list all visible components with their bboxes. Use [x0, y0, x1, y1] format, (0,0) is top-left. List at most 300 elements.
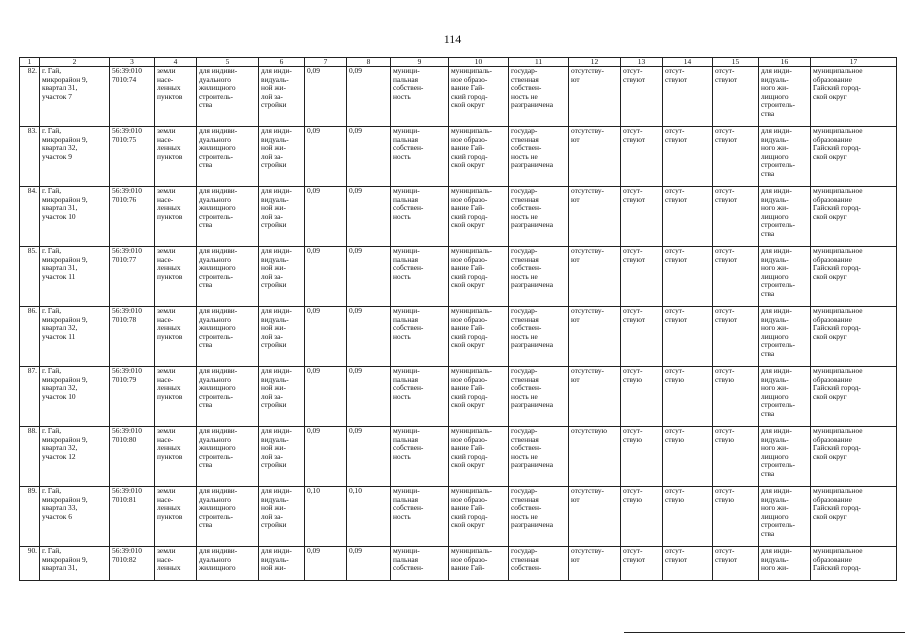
- cell-restrictions: [621, 67, 663, 127]
- cadastral-number-text: 56:39:010 7010:75: [112, 126, 142, 144]
- cell-rights-holder: [449, 247, 509, 307]
- ownership-status-text: государ- ственная собствен- ность не разграничена: [511, 246, 554, 290]
- table-body: [20, 67, 897, 581]
- purpose-text: для инди- видуаль- ного жи- лищного строитель- ства: [761, 486, 795, 538]
- cell-lease: [663, 127, 713, 187]
- restrictions-text: отсут- ствуют: [623, 66, 646, 84]
- permitted-use-text: для индиви- дуального жилищного строитель- ства: [199, 366, 238, 410]
- cell-permitted-use: [197, 307, 259, 367]
- cell-restrictions: [621, 487, 663, 547]
- permitted-use-detail-text: для инди- видуаль- ной жи- лой за- стройки: [261, 306, 292, 350]
- cell-ownership-form: [391, 67, 449, 127]
- cell-permitted-use-detail: [259, 367, 305, 427]
- column-number-2: 2: [40, 58, 110, 67]
- area-ha-text: 0,09: [307, 66, 320, 75]
- rights-holder-text: муниципаль- ное образо- вание Гай- ский город- ской округ: [451, 306, 493, 350]
- row-number-text: 82.: [27, 66, 37, 75]
- cell-permitted-use-detail: [259, 547, 305, 581]
- cell-easements: [713, 187, 759, 247]
- land-category-text: земли насе- ленных пунктов: [157, 426, 183, 461]
- cell-ownership-form: [391, 487, 449, 547]
- cell-encumbrances: [569, 127, 621, 187]
- cell-cadastral-number: [110, 487, 155, 547]
- ownership-form-text: муници- пальная собствен-: [393, 546, 424, 573]
- cell-ownership-form: [391, 547, 449, 581]
- column-number-15: 15: [713, 58, 759, 67]
- table-row: [20, 427, 897, 487]
- ownership-status-text: государ- ственная собствен-: [511, 546, 542, 573]
- ownership-form-text: муници- пальная собствен- ность: [393, 306, 424, 341]
- ownership-status-text: государ- ственная собствен- ность не разграничена: [511, 186, 554, 230]
- address-text: г. Гай, микрорайон 9, квартал 31,: [42, 546, 88, 573]
- administrator-text: муниципальное образование Гайский город- ской округ: [813, 366, 863, 401]
- cell-rights-holder: [449, 547, 509, 581]
- administrator-text: муниципальное образование Гайский город- ской округ: [813, 126, 863, 161]
- cell-encumbrances: [569, 187, 621, 247]
- restrictions-text: отсут- ствуют: [623, 186, 646, 204]
- cell-restrictions: [621, 307, 663, 367]
- cell-rights-holder: [449, 187, 509, 247]
- cell-area-ha-actual: [347, 427, 391, 487]
- cell-easements: [713, 487, 759, 547]
- purpose-text: для инди- видуаль- ного жи- лищного строитель- ства: [761, 306, 795, 358]
- cell-permitted-use: [197, 427, 259, 487]
- ownership-status-text: государ- ственная собствен- ность не разграничена: [511, 426, 554, 470]
- cell-land-category: [155, 67, 197, 127]
- table-row: [20, 367, 897, 427]
- permitted-use-detail-text: для инди- видуаль- ной жи-: [261, 546, 292, 573]
- cell-restrictions: [621, 427, 663, 487]
- encumbrances-text: отсутствую: [571, 426, 608, 435]
- cell-administrator: [811, 127, 897, 187]
- encumbrances-text: отсутству- ют: [571, 366, 605, 384]
- cell-permitted-use: [197, 367, 259, 427]
- rights-holder-text: муниципаль- ное образо- вание Гай- ский город- ской округ: [451, 186, 493, 230]
- area-ha-text: 0,09: [307, 306, 320, 315]
- cell-permitted-use: [197, 487, 259, 547]
- cell-administrator: [811, 427, 897, 487]
- column-number-8: 8: [347, 58, 391, 67]
- easements-text: отсут- ствую: [715, 486, 735, 504]
- area-ha-actual-text: 0,09: [349, 546, 362, 555]
- cell-permitted-use-detail: [259, 487, 305, 547]
- lease-text: отсут- ствую: [665, 486, 685, 504]
- area-ha-actual-text: 0,09: [349, 126, 362, 135]
- cell-land-category: [155, 367, 197, 427]
- lease-text: отсут- ствуют: [665, 546, 688, 564]
- area-ha-text: 0,09: [307, 246, 320, 255]
- cell-lease: [663, 187, 713, 247]
- cell-administrator: [811, 307, 897, 367]
- row-number-text: 90.: [27, 546, 37, 555]
- cell-lease: [663, 307, 713, 367]
- table-row: [20, 187, 897, 247]
- column-number-row: [20, 58, 897, 67]
- cell-address: [40, 547, 110, 581]
- cell-area-ha-actual: [347, 307, 391, 367]
- lease-text: отсут- ствуют: [665, 186, 688, 204]
- area-ha-actual-text: 0,09: [349, 426, 362, 435]
- cell-lease: [663, 247, 713, 307]
- cell-encumbrances: [569, 427, 621, 487]
- table-row: [20, 307, 897, 367]
- permitted-use-detail-text: для инди- видуаль- ной жи- лой за- стройки: [261, 366, 292, 410]
- cell-purpose: [759, 127, 811, 187]
- cell-lease: [663, 67, 713, 127]
- cell-easements: [713, 67, 759, 127]
- purpose-text: для инди- видуаль- ного жи- лищного строитель- ства: [761, 426, 795, 478]
- cell-area-ha-actual: [347, 367, 391, 427]
- cell-permitted-use: [197, 67, 259, 127]
- purpose-text: для инди- видуаль- ного жи- лищного строитель- ства: [761, 366, 795, 418]
- cell-permitted-use: [197, 127, 259, 187]
- cell-address: [40, 247, 110, 307]
- restrictions-text: отсут- ствую: [623, 486, 643, 504]
- rights-holder-text: муниципаль- ное образо- вание Гай-: [451, 546, 493, 573]
- row-number-text: 84.: [27, 186, 37, 195]
- lease-text: отсут- ствуют: [665, 126, 688, 144]
- cell-purpose: [759, 247, 811, 307]
- row-number-text: 83.: [27, 126, 37, 135]
- purpose-text: для инди- видуаль- ного жи-: [761, 546, 792, 573]
- cell-purpose: [759, 427, 811, 487]
- easements-text: отсут- ствуют: [715, 66, 738, 84]
- cell-easements: [713, 367, 759, 427]
- cell-lease: [663, 427, 713, 487]
- land-category-text: земли насе- ленных: [157, 546, 181, 573]
- ownership-status-text: государ- ственная собствен- ность не разграничена: [511, 306, 554, 350]
- cell-address: [40, 187, 110, 247]
- land-category-text: земли насе- ленных пунктов: [157, 246, 183, 281]
- cadastral-number-text: 56:39:010 7010:77: [112, 246, 142, 264]
- cell-row-number: [20, 487, 40, 547]
- restrictions-text: отсут- ствую: [623, 426, 643, 444]
- cell-lease: [663, 367, 713, 427]
- administrator-text: муниципальное образование Гайский город- ской округ: [813, 246, 863, 281]
- land-category-text: земли насе- ленных пунктов: [157, 126, 183, 161]
- cell-row-number: [20, 427, 40, 487]
- area-ha-text: 0,09: [307, 366, 320, 375]
- column-number-9: 9: [391, 58, 449, 67]
- cadastral-number-text: 56:39:010 7010:79: [112, 366, 142, 384]
- address-text: г. Гай, микрорайон 9, квартал 32, участок 10: [42, 366, 88, 401]
- rights-holder-text: муниципаль- ное образо- вание Гай- ский город- ской округ: [451, 246, 493, 290]
- address-text: г. Гай, микрорайон 9, квартал 33, участок 6: [42, 486, 88, 521]
- encumbrances-text: отсутству- ют: [571, 546, 605, 564]
- cell-permitted-use-detail: [259, 127, 305, 187]
- address-text: г. Гай, микрорайон 9, квартал 31, участок 10: [42, 186, 88, 221]
- column-number-1: 1: [20, 58, 40, 67]
- cell-ownership-status: [509, 187, 569, 247]
- cell-ownership-form: [391, 367, 449, 427]
- restrictions-text: отсут- ствуют: [623, 306, 646, 324]
- cell-address: [40, 67, 110, 127]
- restrictions-text: отсут- ствую: [623, 366, 643, 384]
- cadastral-number-text: 56:39:010 7010:80: [112, 426, 142, 444]
- easements-text: отсут- ствуют: [715, 126, 738, 144]
- lease-text: отсут- ствуют: [665, 66, 688, 84]
- cell-address: [40, 427, 110, 487]
- cell-ownership-status: [509, 367, 569, 427]
- cell-ownership-status: [509, 67, 569, 127]
- ownership-status-text: государ- ственная собствен- ность не разграничена: [511, 366, 554, 410]
- purpose-text: для инди- видуаль- ного жи- лищного строитель- ства: [761, 186, 795, 238]
- cell-row-number: [20, 367, 40, 427]
- cell-easements: [713, 307, 759, 367]
- row-number-text: 86.: [27, 306, 37, 315]
- permitted-use-text: для индиви- дуального жилищного строитель- ства: [199, 486, 238, 530]
- cell-permitted-use-detail: [259, 307, 305, 367]
- area-ha-actual-text: 0,10: [349, 486, 362, 495]
- cell-area-ha-actual: [347, 67, 391, 127]
- land-category-text: земли насе- ленных пунктов: [157, 486, 183, 521]
- area-ha-text: 0,09: [307, 126, 320, 135]
- cell-area-ha: [305, 547, 347, 581]
- cadastral-number-text: 56:39:010 7010:82: [112, 546, 142, 564]
- administrator-text: муниципальное образование Гайский город- ской округ: [813, 426, 863, 461]
- cell-purpose: [759, 307, 811, 367]
- cell-cadastral-number: [110, 307, 155, 367]
- address-text: г. Гай, микрорайон 9, квартал 32, участок 9: [42, 126, 88, 161]
- land-category-text: земли насе- ленных пунктов: [157, 186, 183, 221]
- row-number-text: 85.: [27, 246, 37, 255]
- ownership-status-text: государ- ственная собствен- ность не разграничена: [511, 66, 554, 110]
- cell-purpose: [759, 487, 811, 547]
- land-category-text: земли насе- ленных пунктов: [157, 306, 183, 341]
- permitted-use-detail-text: для инди- видуаль- ной жи- лой за- стройки: [261, 186, 292, 230]
- cell-ownership-form: [391, 427, 449, 487]
- rights-holder-text: муниципаль- ное образо- вание Гай- ский город- ской округ: [451, 126, 493, 170]
- cell-cadastral-number: [110, 547, 155, 581]
- address-text: г. Гай, микрорайон 9, квартал 31, участок 11: [42, 246, 88, 281]
- cell-ownership-status: [509, 127, 569, 187]
- cell-encumbrances: [569, 547, 621, 581]
- cell-cadastral-number: [110, 247, 155, 307]
- ownership-status-text: государ- ственная собствен- ность не разграничена: [511, 486, 554, 530]
- cell-lease: [663, 487, 713, 547]
- cell-ownership-status: [509, 427, 569, 487]
- area-ha-text: 0,09: [307, 186, 320, 195]
- cell-row-number: [20, 187, 40, 247]
- permitted-use-detail-text: для инди- видуаль- ной жи- лой за- стройки: [261, 426, 292, 470]
- permitted-use-text: для индиви- дуального жилищного строитель- ства: [199, 426, 238, 470]
- cell-row-number: [20, 307, 40, 367]
- area-ha-text: 0,10: [307, 486, 320, 495]
- cell-row-number: [20, 247, 40, 307]
- cell-ownership-form: [391, 247, 449, 307]
- cell-rights-holder: [449, 307, 509, 367]
- encumbrances-text: отсутству- ют: [571, 186, 605, 204]
- cell-ownership-status: [509, 247, 569, 307]
- cell-ownership-status: [509, 307, 569, 367]
- cell-rights-holder: [449, 367, 509, 427]
- easements-text: отсут- ствую: [715, 366, 735, 384]
- cell-rights-holder: [449, 127, 509, 187]
- cell-area-ha: [305, 427, 347, 487]
- row-number-text: 89.: [27, 486, 37, 495]
- cell-permitted-use: [197, 547, 259, 581]
- cell-land-category: [155, 187, 197, 247]
- cell-administrator: [811, 547, 897, 581]
- land-plots-table: [19, 57, 897, 581]
- cell-administrator: [811, 367, 897, 427]
- cell-cadastral-number: [110, 187, 155, 247]
- cell-permitted-use-detail: [259, 67, 305, 127]
- cell-administrator: [811, 247, 897, 307]
- permitted-use-detail-text: для инди- видуаль- ной жи- лой за- стройки: [261, 246, 292, 290]
- land-category-text: земли насе- ленных пунктов: [157, 66, 183, 101]
- cell-cadastral-number: [110, 127, 155, 187]
- permitted-use-detail-text: для инди- видуаль- ной жи- лой за- стройки: [261, 486, 292, 530]
- easements-text: отсут- ствуют: [715, 186, 738, 204]
- cell-rights-holder: [449, 487, 509, 547]
- cell-area-ha-actual: [347, 487, 391, 547]
- area-ha-actual-text: 0,09: [349, 66, 362, 75]
- lease-text: отсут- ствую: [665, 426, 685, 444]
- row-number-text: 88.: [27, 426, 37, 435]
- cell-ownership-form: [391, 307, 449, 367]
- cell-area-ha: [305, 127, 347, 187]
- area-ha-actual-text: 0,09: [349, 366, 362, 375]
- cell-easements: [713, 247, 759, 307]
- column-number-12: 12: [569, 58, 621, 67]
- easements-text: отсут- ствуют: [715, 246, 738, 264]
- cell-restrictions: [621, 367, 663, 427]
- column-number-13: 13: [621, 58, 663, 67]
- column-number-3: 3: [110, 58, 155, 67]
- cadastral-number-text: 56:39:010 7010:81: [112, 486, 142, 504]
- cell-address: [40, 307, 110, 367]
- cell-land-category: [155, 127, 197, 187]
- cell-administrator: [811, 487, 897, 547]
- cell-land-category: [155, 247, 197, 307]
- cell-address: [40, 487, 110, 547]
- ownership-form-text: муници- пальная собствен- ность: [393, 126, 424, 161]
- address-text: г. Гай, микрорайон 9, квартал 32, участок 11: [42, 306, 88, 341]
- cell-permitted-use-detail: [259, 247, 305, 307]
- cell-easements: [713, 547, 759, 581]
- cell-purpose: [759, 367, 811, 427]
- cell-land-category: [155, 427, 197, 487]
- column-number-7: 7: [305, 58, 347, 67]
- table-row: [20, 127, 897, 187]
- cell-area-ha: [305, 307, 347, 367]
- column-number-6: 6: [259, 58, 305, 67]
- table-row: [20, 487, 897, 547]
- cadastral-number-text: 56:39:010 7010:74: [112, 66, 142, 84]
- permitted-use-text: для индиви- дуального жилищного строитель- ства: [199, 246, 238, 290]
- cell-lease: [663, 547, 713, 581]
- cell-area-ha: [305, 247, 347, 307]
- cell-encumbrances: [569, 67, 621, 127]
- permitted-use-text: для индиви- дуального жилищного: [199, 546, 238, 573]
- restrictions-text: отсут- ствуют: [623, 546, 646, 564]
- cell-purpose: [759, 187, 811, 247]
- cell-ownership-form: [391, 187, 449, 247]
- row-number-text: 87.: [27, 366, 37, 375]
- cell-area-ha: [305, 187, 347, 247]
- ownership-form-text: муници- пальная собствен- ность: [393, 186, 424, 221]
- address-text: г. Гай, микрорайон 9, квартал 32, участок 12: [42, 426, 88, 461]
- cell-row-number: [20, 547, 40, 581]
- page-number: 114: [443, 32, 462, 46]
- cell-restrictions: [621, 127, 663, 187]
- permitted-use-text: для индиви- дуального жилищного строитель- ства: [199, 186, 238, 230]
- cell-land-category: [155, 547, 197, 581]
- cell-administrator: [811, 67, 897, 127]
- easements-text: отсут- ствую: [715, 426, 735, 444]
- permitted-use-text: для индиви- дуального жилищного строитель- ства: [199, 126, 238, 170]
- ownership-form-text: муници- пальная собствен- ность: [393, 366, 424, 401]
- table-row: [20, 67, 897, 127]
- rights-holder-text: муниципаль- ное образо- вание Гай- ский город- ской округ: [451, 486, 493, 530]
- lease-text: отсут- ствуют: [665, 246, 688, 264]
- cell-permitted-use-detail: [259, 187, 305, 247]
- cell-rights-holder: [449, 67, 509, 127]
- cell-administrator: [811, 187, 897, 247]
- cell-row-number: [20, 67, 40, 127]
- cell-permitted-use: [197, 247, 259, 307]
- area-ha-actual-text: 0,09: [349, 246, 362, 255]
- ownership-form-text: муници- пальная собствен- ность: [393, 426, 424, 461]
- encumbrances-text: отсутству- ют: [571, 66, 605, 84]
- cell-area-ha: [305, 487, 347, 547]
- cell-restrictions: [621, 247, 663, 307]
- cell-ownership-status: [509, 547, 569, 581]
- ownership-form-text: муници- пальная собствен- ность: [393, 246, 424, 281]
- permitted-use-detail-text: для инди- видуаль- ной жи- лой за- стройки: [261, 126, 292, 170]
- rights-holder-text: муниципаль- ное образо- вание Гай- ский город- ской округ: [451, 366, 493, 410]
- permitted-use-text: для индиви- дуального жилищного строитель- ства: [199, 66, 238, 110]
- cell-cadastral-number: [110, 427, 155, 487]
- administrator-text: муниципальное образование Гайский город- ской округ: [813, 486, 863, 521]
- cadastral-number-text: 56:39:010 7010:76: [112, 186, 142, 204]
- lease-text: отсут- ствую: [665, 366, 685, 384]
- cell-area-ha: [305, 367, 347, 427]
- easements-text: отсут- ствуют: [715, 546, 738, 564]
- land-category-text: земли насе- ленных пунктов: [157, 366, 183, 401]
- cell-address: [40, 367, 110, 427]
- ownership-status-text: государ- ственная собствен- ность не разграничена: [511, 126, 554, 170]
- restrictions-text: отсут- ствуют: [623, 126, 646, 144]
- cell-area-ha-actual: [347, 547, 391, 581]
- cell-encumbrances: [569, 367, 621, 427]
- cell-land-category: [155, 307, 197, 367]
- cell-purpose: [759, 547, 811, 581]
- cell-encumbrances: [569, 487, 621, 547]
- cell-encumbrances: [569, 247, 621, 307]
- rights-holder-text: муниципаль- ное образо- вание Гай- ский город- ской округ: [451, 426, 493, 470]
- cadastral-number-text: 56:39:010 7010:78: [112, 306, 142, 324]
- cell-land-category: [155, 487, 197, 547]
- purpose-text: для инди- видуаль- ного жи- лищного строитель- ства: [761, 126, 795, 178]
- purpose-text: для инди- видуаль- ного жи- лищного строитель- ства: [761, 66, 795, 118]
- cell-area-ha-actual: [347, 127, 391, 187]
- cell-permitted-use-detail: [259, 427, 305, 487]
- cell-area-ha-actual: [347, 247, 391, 307]
- encumbrances-text: отсутству- ют: [571, 126, 605, 144]
- permitted-use-detail-text: для инди- видуаль- ной жи- лой за- стройки: [261, 66, 292, 110]
- ownership-form-text: муници- пальная собствен- ность: [393, 66, 424, 101]
- bottom-rule: [624, 632, 905, 633]
- cell-address: [40, 127, 110, 187]
- area-ha-actual-text: 0,09: [349, 306, 362, 315]
- administrator-text: муниципальное образование Гайский город- ской округ: [813, 66, 863, 101]
- column-number-4: 4: [155, 58, 197, 67]
- table-row: [20, 247, 897, 307]
- column-number-14: 14: [663, 58, 713, 67]
- cell-row-number: [20, 127, 40, 187]
